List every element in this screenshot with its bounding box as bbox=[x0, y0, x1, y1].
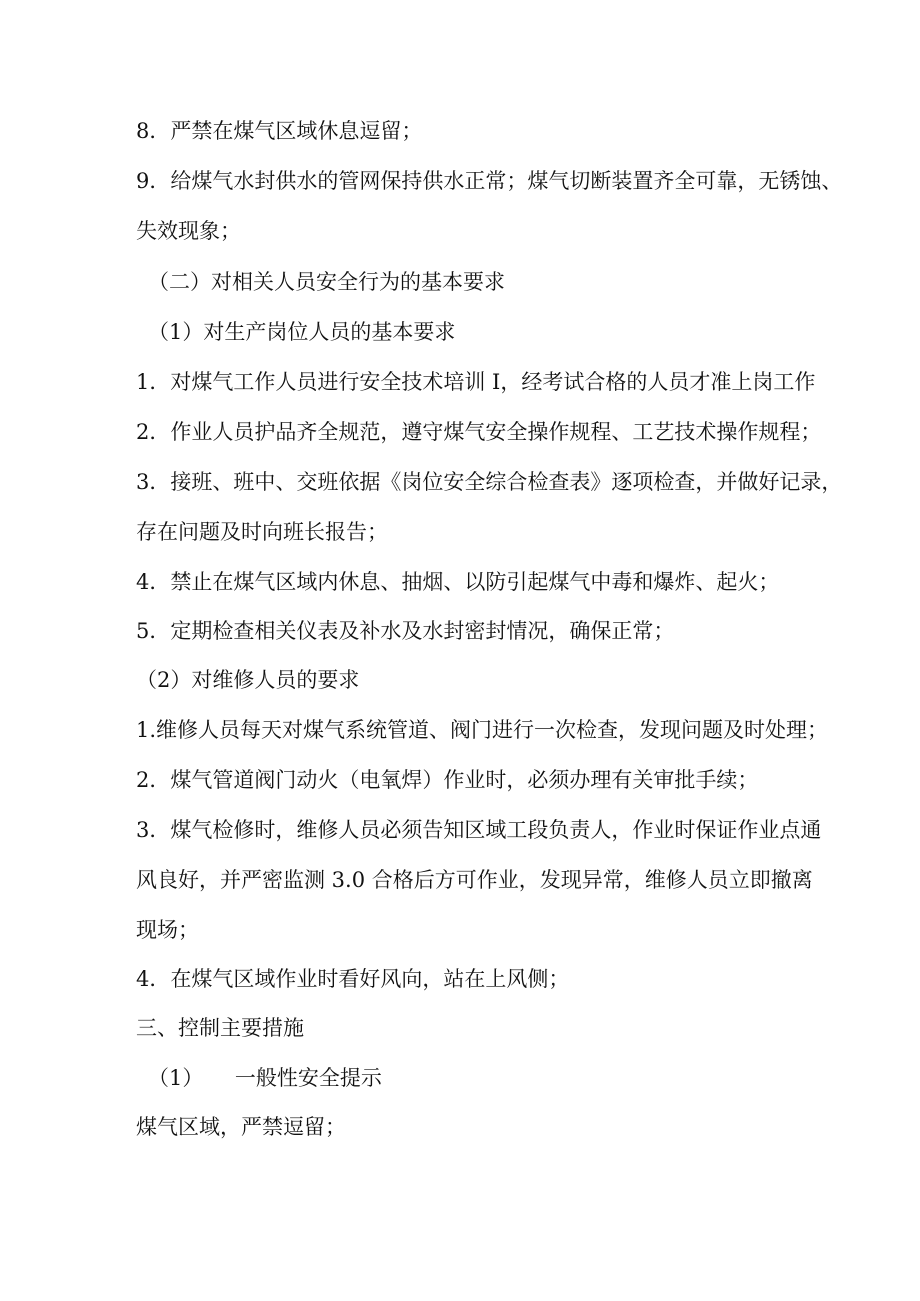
text-line: 2．作业人员护品齐全规范，遵守煤气安全操作规程、工艺技术操作规程； bbox=[136, 420, 822, 444]
section-heading: 三、控制主要措施 bbox=[136, 1016, 304, 1040]
text-line: 1.维修人员每天对煤气系统管道、阀门进行一次检查，发现问题及时处理； bbox=[136, 718, 829, 742]
subsection-heading: （1）对生产岗位人员的基本要求 bbox=[148, 320, 456, 344]
text-line: 4．在煤气区域作业时看好风向，站在上风侧； bbox=[136, 967, 570, 991]
text-line: 1．对煤气工作人员进行安全技术培训 I，经考试合格的人员才准上岗工作 bbox=[136, 370, 816, 394]
text-line: 8．严禁在煤气区域休息逗留； bbox=[136, 119, 423, 143]
text-line: 失效现象； bbox=[136, 219, 241, 243]
text-line: 2．煤气管道阀门动火（电氧焊）作业时，必须办理有关审批手续； bbox=[136, 768, 759, 792]
section-heading: （二）对相关人员安全行为的基本要求 bbox=[148, 270, 505, 294]
text-line: 现场； bbox=[136, 918, 199, 942]
text-line: 3．煤气检修时，维修人员必须告知区域工段负责人，作业时保证作业点通 bbox=[136, 818, 822, 842]
text-line: 5．定期检查相关仪表及补水及水封密封情况，确保正常； bbox=[136, 619, 675, 643]
text-line: 存在问题及时向班长报告； bbox=[136, 520, 388, 544]
text-line: 9．给煤气水封供水的管网保持供水正常；煤气切断装置齐全可靠，无锈蚀、 bbox=[136, 169, 843, 193]
subsection-heading: （1） 一般性安全提示 bbox=[148, 1066, 382, 1090]
text-line: 煤气区域，严禁逗留； bbox=[136, 1115, 346, 1139]
text-line: 风良好，并严密监测 3.0 合格后方可作业，发现异常，维修人员立即撤离 bbox=[136, 868, 813, 892]
subsection-heading: （2）对维修人员的要求 bbox=[136, 668, 360, 692]
text-line: 3．接班、班中、交班依据《岗位安全综合检查表》逐项检查，并做好记录， bbox=[136, 470, 843, 494]
text-line: 4．禁止在煤气区域内休息、抽烟、以防引起煤气中毒和爆炸、起火； bbox=[136, 570, 780, 594]
